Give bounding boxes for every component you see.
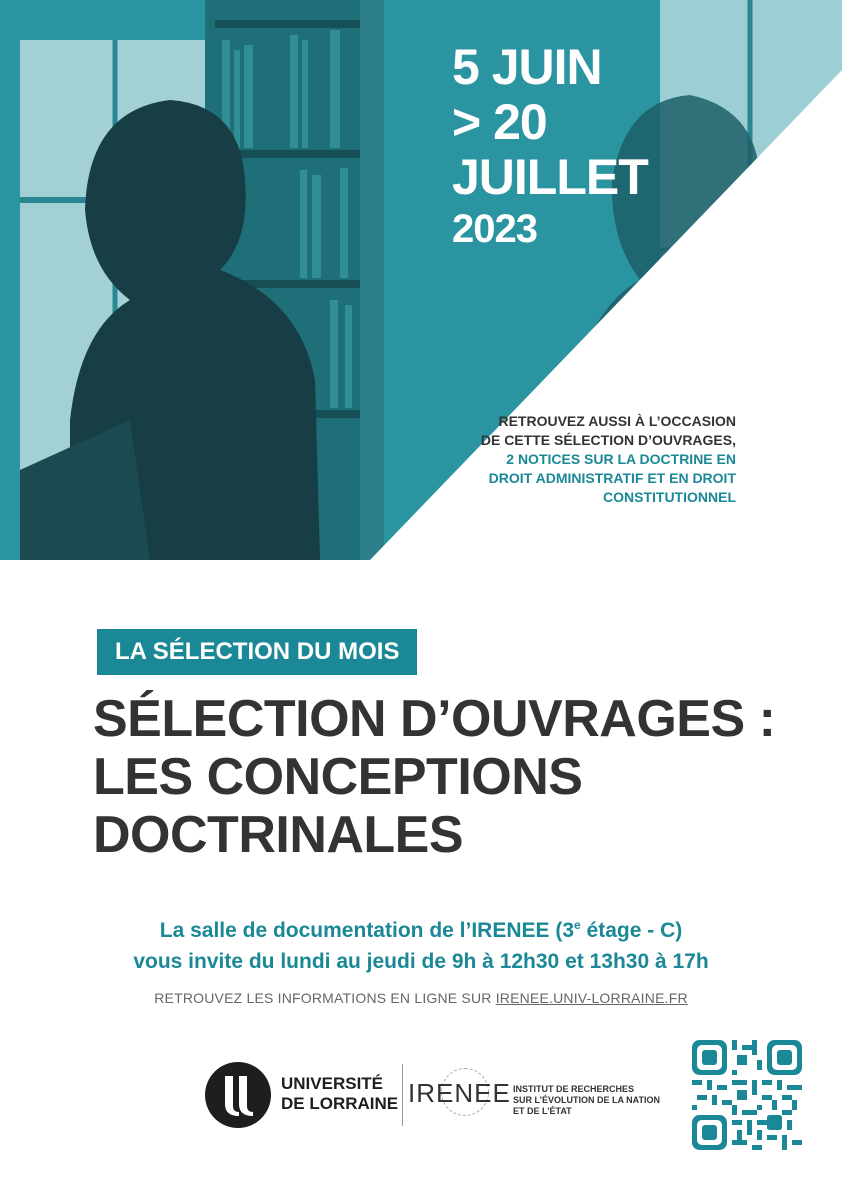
date-line: 5 JUIN — [452, 39, 602, 95]
irenee-desc-line: ET DE L’ÉTAT — [513, 1106, 572, 1116]
hero-photo — [0, 0, 842, 560]
opening-info — [0, 910, 842, 977]
info-venue-detail: de l’IRENEE (3 — [423, 919, 575, 942]
qr-code-icon[interactable] — [692, 1040, 802, 1150]
info-floor: étage - C) — [580, 919, 683, 942]
notice-text — [476, 412, 736, 507]
section-tag: LA SÉLECTION DU MOIS — [97, 629, 417, 675]
universite-de-lorraine-logo-icon — [205, 1062, 271, 1128]
irenee-description — [513, 1084, 660, 1117]
ul-name — [281, 1074, 398, 1114]
info-sup: e — [574, 918, 581, 932]
irenee-desc-line: SUR L’ÉVOLUTION DE LA NATION — [513, 1095, 661, 1105]
irenee-logo-text: IRENEE — [408, 1078, 511, 1108]
event-dates — [452, 40, 648, 253]
qr-code-graphic — [692, 1040, 802, 1150]
ul-name-line: DE LORRAINE — [281, 1094, 399, 1113]
notice-teal: 2 NOTICES SUR LA DOCTRINE EN DROIT ADMINISTRATIF ET EN DROIT CONSTITUTIONNEL — [488, 451, 736, 505]
page-title — [93, 690, 793, 864]
title-line: LES CONCEPTIONS — [93, 748, 583, 806]
ul-name-line: UNIVERSITÉ — [281, 1074, 384, 1093]
online-text: RETROUVEZ LES INFORMATIONS EN LIGNE SUR — [154, 990, 496, 1006]
date-year: 2023 — [452, 207, 537, 251]
info-hours: vous invite du lundi au jeudi de 9h à 12h30 et 13h30 à 17h — [133, 950, 709, 973]
title-line: DOCTRINALES — [93, 806, 464, 864]
info-venue: La salle de documentation — [159, 919, 424, 942]
website-link[interactable]: IRENEE.UNIV-LORRAINE.FR — [495, 990, 688, 1006]
irenee-desc-line: INSTITUT DE RECHERCHES — [513, 1084, 635, 1094]
online-info — [0, 990, 842, 1006]
logo-divider — [402, 1064, 403, 1126]
date-line: > 20 — [452, 94, 547, 150]
date-line: JUILLET — [452, 149, 648, 205]
title-line: SÉLECTION D’OUVRAGES : — [93, 690, 776, 748]
notice-dark: RETROUVEZ AUSSI À L’OCCASION DE CETTE SÉLECTION D’OUVRAGES, — [480, 413, 736, 448]
